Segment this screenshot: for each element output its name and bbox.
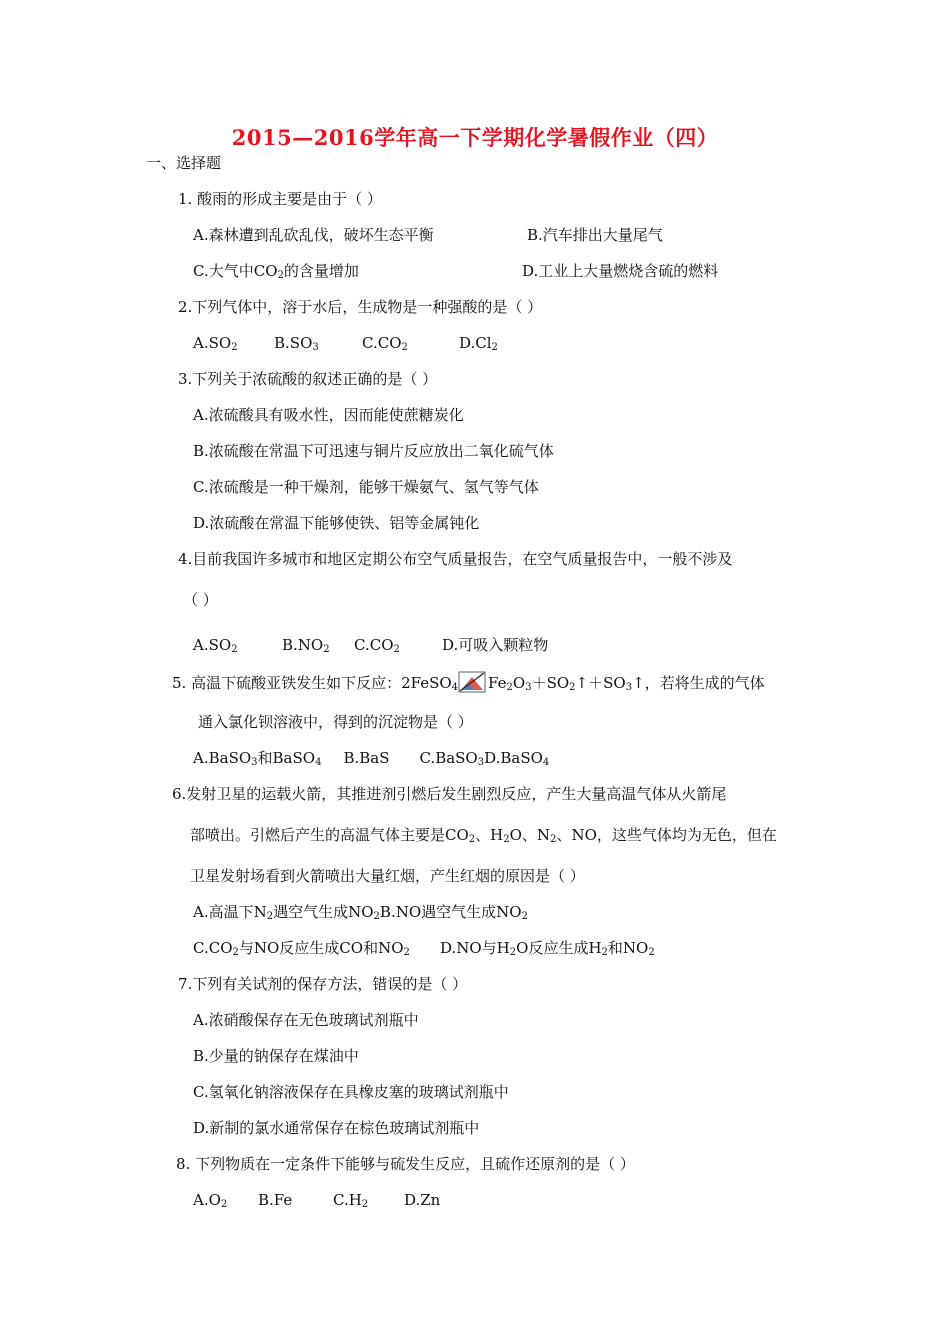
question-5-options [193, 748, 549, 768]
question-5-stem: 5. 高温下硫酸亚铁发生如下反应：2FeSO$_4$ $Fe_2O_3+SO_2↑+SO_3↑$，若将生成的气体 [172, 671, 765, 693]
question-2-option-c: $C.CO_2$ [362, 334, 408, 353]
question-8-option-d: D.Zn [404, 1191, 441, 1209]
question-3-option-a: A.浓硫酸具有吸水性，因而能使蔗糖炭化 [193, 406, 464, 424]
question-1-option-a: A.森林遭到乱砍乱伐，破坏生态平衡 [193, 226, 434, 244]
question-5-option-a: A.BaSO$_3$和BaSO$_4$ [193, 749, 322, 768]
question-3-option-b: B.浓硫酸在常温下可迅速与铜片反应放出二氧化硫气体 [193, 442, 554, 460]
question-6-option-c: $C.CO_2$与NO反应生成CO和$NO_2$ [193, 939, 410, 958]
question-7-option-a: A.浓硝酸保存在无色玻璃试剂瓶中 [193, 1011, 419, 1029]
question-6-stem-line-2: 部喷出。引燃后产生的高温气体主要是$CO_2$、$H_2O$、$N_2$、NO，这些气体均为无色，但在 [190, 826, 777, 845]
question-4-stem: 4.目前我国许多城市和地区定期公布空气质量报告，在空气质量报告中，一般不涉及 [178, 550, 733, 568]
question-4-blank: （ ） [183, 591, 218, 609]
question-6-option-a: A.高温下$N_2$遇空气生成$NO_2$ [193, 903, 380, 922]
question-2-option-a: $A.SO_2$ [193, 334, 238, 353]
question-5-option-d: D.BaSO$_4$ [484, 749, 550, 768]
question-6-options-ab [193, 902, 528, 922]
question-1-option-d: D.工业上大量燃烧含硫的燃料 [522, 262, 719, 280]
question-2-option-d: $D.Cl_2$ [459, 334, 498, 353]
question-2-stem: 2.下列气体中，溶于水后，生成物是一种强酸的是（ ） [178, 298, 543, 316]
question-1-stem: 1. 酸雨的形成主要是由于（ ） [178, 190, 382, 208]
question-2-option-b: $B.SO_3$ [274, 334, 319, 353]
question-6-option-b: B.NO遇空气生成$NO_2$ [379, 903, 528, 922]
question-1-option-c: C.大气中$CO_2$的含量增加 [193, 262, 359, 281]
reaction-condition-image-icon [458, 671, 488, 693]
question-4-option-d: D.可吸入颗粒物 [442, 636, 549, 654]
question-7-option-c: C.氢氧化钠溶液保存在具橡皮塞的玻璃试剂瓶中 [193, 1083, 509, 1101]
question-4-option-a: $A.SO_2$ [193, 636, 238, 655]
question-4-option-b: $B.NO_2$ [282, 636, 330, 655]
question-3-stem: 3.下列关于浓硫酸的叙述正确的是（ ） [178, 370, 438, 388]
question-8-option-b: B.Fe [258, 1191, 293, 1209]
question-5-stem-continued: 通入氯化钡溶液中，得到的沉淀物是（ ） [198, 713, 473, 731]
page-title: 2015—2016学年高一下学期化学暑假作业（四） [231, 125, 719, 150]
question-8-stem: 8. 下列物质在一定条件下能够与硫发生反应，且硫作还原剂的是（ ） [176, 1155, 635, 1173]
question-7-option-d: D.新制的氯水通常保存在棕色玻璃试剂瓶中 [193, 1119, 480, 1137]
question-3-option-d: D.浓硫酸在常温下能够使铁、铝等金属钝化 [193, 514, 480, 532]
question-6-option-d: D.NO与$H_2O$反应生成$H_2$和$NO_2$ [440, 939, 655, 958]
question-8-option-c: $C.H_2$ [333, 1191, 369, 1210]
question-3-option-c: C.浓硫酸是一种干燥剂，能够干燥氨气、氢气等气体 [193, 478, 539, 496]
section-heading: 一、选择题 [146, 154, 222, 172]
question-7-option-b: B.少量的钠保存在煤油中 [193, 1047, 359, 1065]
question-4-option-c: $C.CO_2$ [354, 636, 400, 655]
question-1-option-b: B.汽车排出大量尾气 [527, 226, 663, 244]
question-6-stem: 6.发射卫星的运载火箭，其推进剂引燃后发生剧烈反应，产生大量高温气体从火箭尾 [172, 785, 727, 803]
question-6-stem-line-3: 卫星发射场看到火箭喷出大量红烟，产生红烟的原因是（ ） [190, 867, 585, 885]
question-7-stem: 7.下列有关试剂的保存方法，错误的是（ ） [178, 975, 468, 993]
question-5-option-b: B.BaS [343, 749, 390, 767]
question-8-option-a: $A.O_2$ [193, 1191, 228, 1210]
question-5-option-c: C.BaSO$_3$ [419, 749, 485, 768]
